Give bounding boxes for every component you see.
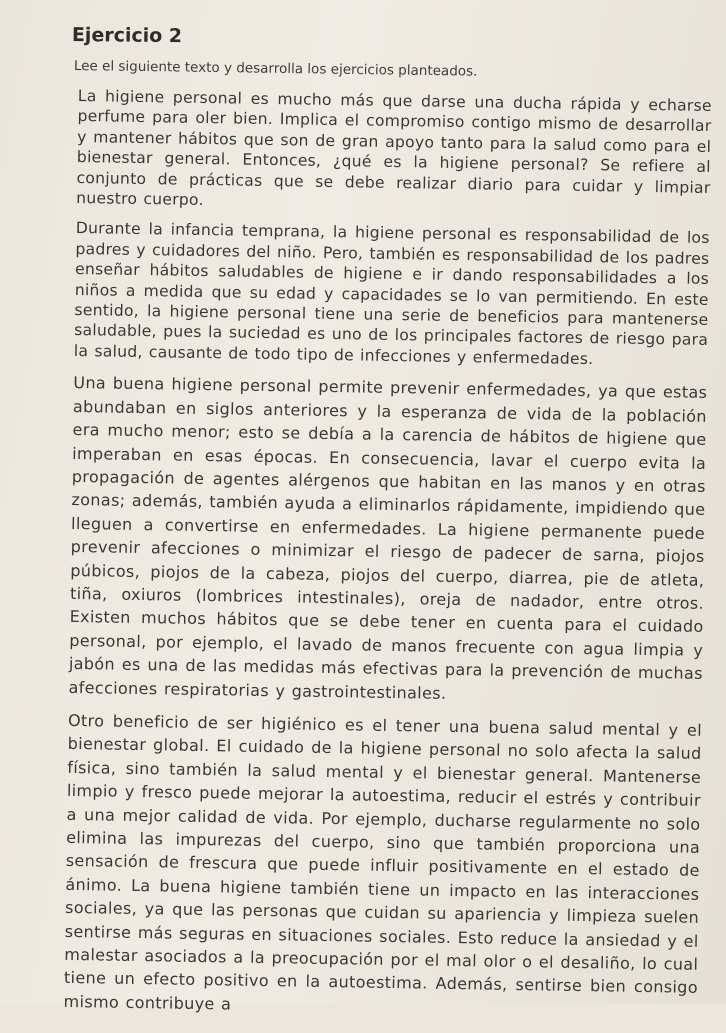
paragraph-4: Otro beneficio de ser higiénico es el tener una buena salud mental y el bienestar global. El cuidado de la higiene personal no solo afecta la salud física, sino también la salud mental y el bienestar general. Mantenerse limpio y fresco puede mejorar la autoestima, reducir el estrés y contribuir a una mejor calidad de vida. Por ejemplo, ducharse regularmente no solo elimina las impurezas del cuerpo, sino que también proporciona una sensación de frescura que puede influir positivamente en el estado de ánimo. La buena higiene también tiene un impacto en las interacciones sociales, ya que las personas que cuidan su apariencia y limpieza suelen sentirse más seguras en situaciones sociales. Esto reduce la ansiedad y el malestar asociados a la preocupación por el mal olor o el desaliño, lo cual tiene un efecto positivo en la autoestima. Además, sentirse bien consigo mismo contribuye a [63,710,703,1014]
exercise-instructions: Lee el siguiente texto y desarrolla los ejercicios planteados. [73,58,478,80]
paragraph-1: La higiene personal es mucho más que darse una ducha rápida y echarse perfume para oler bien. Implica el compromiso contigo mismo de desarrollar y mantener hábitos que son de gran apoyo tanto para la salud como para el bienestar general. Entonces, ¿qué es la higiene personal? Se refiere al conjunto de prácticas que se debe realizar diario para cuidar y limpiar nuestro cuerpo. [76,86,712,210]
reading-text [63,86,712,1033]
paragraph-2: Durante la infancia temprana, la higiene personal es responsabilidad de los padres y cuidadores del niño. Pero, también es responsabilidad de los padres enseñar hábitos saludables de higiene e ir dando responsabilidades a los niños a medida que su edad y capacidades se lo van permitiendo. En este sentido, la higiene personal tiene una serie de beneficios para mantenerse saludable, pues la suciedad es uno de los principales factores de riesgo para la salud, causante de todo tipo de infecciones y enfermedades. [73,219,710,369]
exercise-title: Ejercicio 2 [71,24,183,48]
paragraph-3: Una buena higiene personal permite prevenir enfermedades, ya que estas abundaban en siglos anteriores y la esperanza de vida de la población era mucho menor; esto se debía a la carencia de hábitos de higiene que imperaban en esas épocas. En consecuencia, lavar el cuerpo evita la propagación de agentes alérgenos que habitan en las manos y en otras zonas; además, también ayuda a eliminarlos rápidamente, impidiendo que lleguen a convertirse en enfermedades. La higiene permanente puede prevenir afecciones o minimizar el riesgo de padecer de sarna, piojos púbicos, piojos de la cabeza, piojos del cuerpo, diarrea, pie de atleta, tiña, oxiuros (lombrices intestinales), oreja de nadador, entre otros. Existen muchos hábitos que se debe tener en cuenta para el cuidado personal, por ejemplo, el lavado de manos frecuente con agua limpia y jabón es una de las medidas más efectivas para la prevención de muchas afecciones respiratorias y gastrointestinales. [68,373,708,703]
